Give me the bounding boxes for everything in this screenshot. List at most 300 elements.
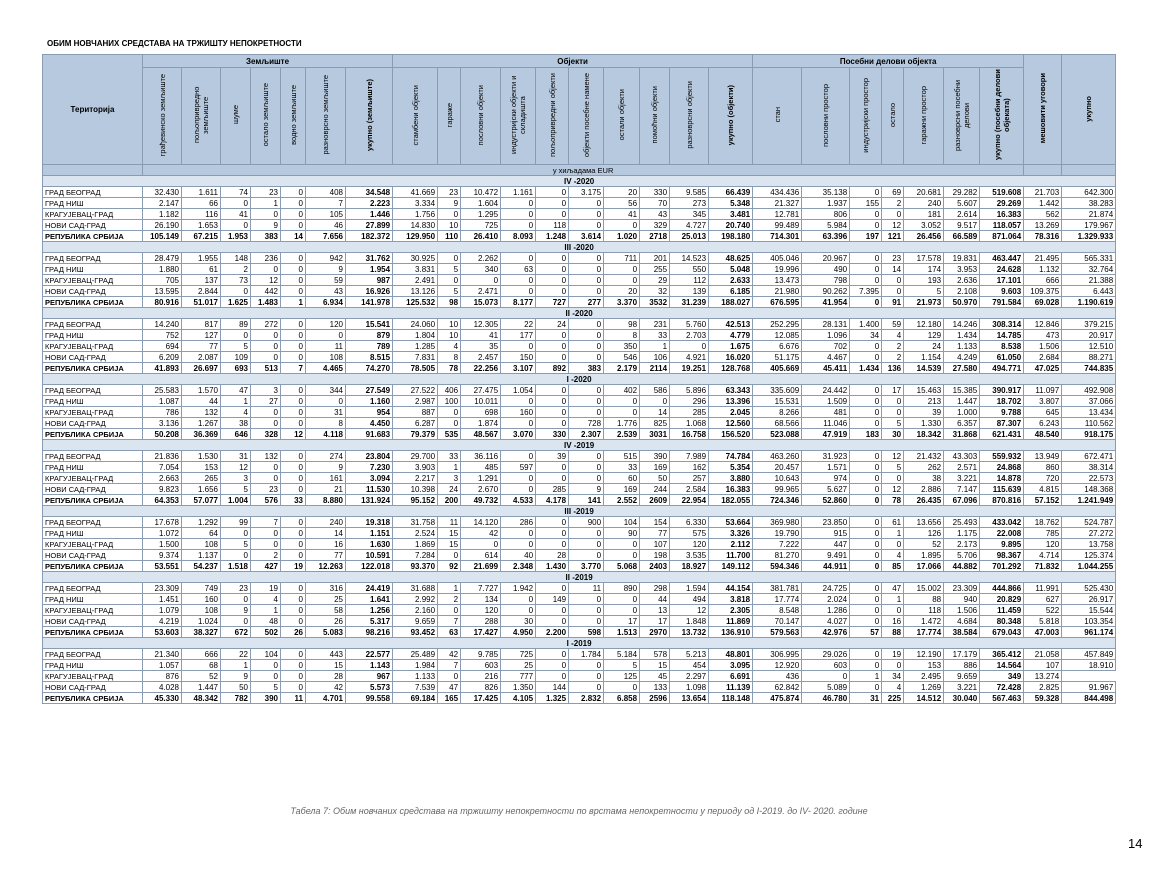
table-cell: 8 (604, 330, 640, 341)
table-cell: 0 (536, 462, 569, 473)
table-cell: 844.498 (1062, 693, 1116, 704)
republic-total-row (43, 297, 1116, 308)
table-cell: 2.552 (604, 495, 640, 506)
table-cell: 0 (850, 528, 882, 539)
table-cell: 0 (569, 451, 604, 462)
table-cell: 132 (251, 451, 281, 462)
table-cell: 19 (251, 583, 281, 594)
table-cell: 4.118 (306, 429, 346, 440)
table-cell: 47 (882, 583, 904, 594)
table-cell: 1.295 (461, 209, 501, 220)
table-cell: 0 (438, 209, 461, 220)
table-cell: 32 (640, 286, 670, 297)
table-cell: 47 (438, 682, 461, 693)
table-cell: 78 (882, 495, 904, 506)
territory-header: Територија (43, 55, 143, 165)
table-cell: 27.899 (346, 220, 393, 231)
table-cell: 559.932 (980, 451, 1024, 462)
period-row (43, 440, 1116, 451)
table-cell: 350 (604, 341, 640, 352)
table-cell: 10 (438, 319, 461, 330)
table-cell: 0 (604, 264, 640, 275)
table-cell: 5.984 (802, 220, 850, 231)
table-cell: 1.571 (802, 462, 850, 473)
table-cell: 0 (281, 583, 306, 594)
table-cell: 0 (251, 341, 281, 352)
table-cell: 0 (569, 473, 604, 484)
table-cell: 7.054 (143, 462, 182, 473)
territory-name: КРАГУЈЕВАЦ-ГРАД (43, 605, 143, 616)
table-cell: 0 (850, 594, 882, 605)
table-cell: 0 (501, 451, 536, 462)
table-cell: 0 (501, 418, 536, 429)
table-cell: 0 (536, 528, 569, 539)
table-row (43, 341, 1116, 352)
table-cell: 463.260 (753, 451, 802, 462)
table-cell: 0 (281, 341, 306, 352)
table-cell: 1.400 (850, 319, 882, 330)
table-cell: 5 (221, 484, 251, 495)
table-cell: 27.549 (346, 385, 393, 396)
table-cell: 1.269 (904, 682, 944, 693)
table-cell: 2.305 (709, 605, 753, 616)
table-cell: 22.008 (980, 528, 1024, 539)
table-cell: 125.374 (1062, 550, 1116, 561)
table-cell: 316 (306, 583, 346, 594)
table-cell: 15 (640, 660, 670, 671)
table-cell: 99.558 (346, 693, 393, 704)
table-cell: 2.200 (536, 627, 569, 638)
table-cell: 5 (221, 539, 251, 550)
table-cell: 0 (536, 473, 569, 484)
table-cell: 4 (251, 594, 281, 605)
table-cell: 2.087 (182, 352, 221, 363)
table-cell: 727 (536, 297, 569, 308)
table-cell: 43.303 (944, 451, 980, 462)
table-cell: 165 (438, 693, 461, 704)
unit-label: у хиљадама EUR (143, 165, 1024, 176)
table-cell: 50.970 (944, 297, 980, 308)
table-cell: 1.143 (346, 660, 393, 671)
table-cell: 2.024 (802, 594, 850, 605)
table-cell: 56 (604, 198, 640, 209)
table-cell: 1.954 (346, 264, 393, 275)
period-row (43, 176, 1116, 187)
territory-name: НОВИ САД-ГРАД (43, 682, 143, 693)
territory-name: НОВИ САД-ГРАД (43, 616, 143, 627)
table-cell: 0 (569, 319, 604, 330)
table-cell: 33 (640, 330, 670, 341)
table-cell: 45.330 (143, 693, 182, 704)
table-cell: 4.028 (143, 682, 182, 693)
table-row (43, 198, 1116, 209)
table-cell: 0 (569, 330, 604, 341)
table-cell: 6.243 (1024, 418, 1062, 429)
table-cell: 63 (501, 264, 536, 275)
table-cell: 0 (569, 209, 604, 220)
table-cell: 9 (438, 198, 461, 209)
table-cell: 99 (221, 517, 251, 528)
table-cell: 128.768 (709, 363, 753, 374)
table-cell: 5 (882, 418, 904, 429)
table-cell: 54.237 (182, 561, 221, 572)
table-cell: 137 (182, 275, 221, 286)
table-cell: 1.329.933 (1062, 231, 1116, 242)
table-cell: 6.934 (306, 297, 346, 308)
table-cell: 15 (306, 660, 346, 671)
territory-name: РЕПУБЛИКА СРБИЈА (43, 495, 143, 506)
table-cell: 0 (882, 396, 904, 407)
table-cell: 21.327 (753, 198, 802, 209)
period-label: IV -2020 (43, 176, 1116, 187)
table-cell: 0 (569, 616, 604, 627)
table-cell: 0 (569, 352, 604, 363)
table-cell: 433.042 (980, 517, 1024, 528)
column-header: индустријски простор (850, 68, 882, 165)
table-cell: 47.919 (802, 429, 850, 440)
table-cell: 38.314 (1062, 462, 1116, 473)
territory-name: ГРАД НИШ (43, 660, 143, 671)
table-cell: 0 (850, 495, 882, 506)
table-cell: 26.456 (904, 231, 944, 242)
table-cell: 2.297 (670, 671, 709, 682)
table-cell: 2.179 (604, 363, 640, 374)
table-cell: 408 (306, 187, 346, 198)
table-cell: 88.271 (1062, 352, 1116, 363)
table-cell: 0 (281, 660, 306, 671)
table-cell: 390 (640, 451, 670, 462)
table-cell: 434.436 (753, 187, 802, 198)
table-cell: 1 (438, 462, 461, 473)
table-cell: 10.011 (461, 396, 501, 407)
table-cell: 182.055 (709, 495, 753, 506)
table-cell: 11.139 (709, 682, 753, 693)
table-cell: 47.003 (1024, 627, 1062, 638)
territory-name: ГРАД БЕОГРАД (43, 253, 143, 264)
table-cell: 0 (850, 550, 882, 561)
table-cell: 11.991 (1024, 583, 1062, 594)
table-cell: 21 (306, 484, 346, 495)
table-cell: 12.263 (306, 561, 346, 572)
table-cell: 19.251 (670, 363, 709, 374)
table-cell: 12 (670, 605, 709, 616)
table-cell: 44.154 (709, 583, 753, 594)
table-cell: 120 (1024, 539, 1062, 550)
table-cell: 17 (882, 385, 904, 396)
table-cell: 31 (850, 693, 882, 704)
table-cell: 481 (802, 407, 850, 418)
table-cell: 125.532 (393, 297, 438, 308)
table-cell: 13.654 (670, 693, 709, 704)
period-row (43, 242, 1116, 253)
table-cell: 1.653 (182, 220, 221, 231)
table-cell: 0 (536, 649, 569, 660)
table-cell: 160 (182, 594, 221, 605)
table-cell: 9.785 (461, 649, 501, 660)
mixed-contracts-header: мешовити уговори (1024, 55, 1062, 165)
territory-name: КРАГУЈЕВАЦ-ГРАД (43, 341, 143, 352)
table-cell: 262 (904, 462, 944, 473)
table-cell: 1.611 (182, 187, 221, 198)
table-cell: 871.064 (980, 231, 1024, 242)
table-cell: 1.190.619 (1062, 297, 1116, 308)
table-cell: 58 (306, 605, 346, 616)
table-cell: 162 (670, 462, 709, 473)
table-cell: 5 (438, 264, 461, 275)
table-cell: 7.284 (393, 550, 438, 561)
table-cell: 546 (604, 352, 640, 363)
table-cell: 0 (281, 473, 306, 484)
table-cell: 0 (850, 561, 882, 572)
table-cell: 0 (569, 660, 604, 671)
table-cell: 0 (536, 187, 569, 198)
table-cell: 38 (221, 418, 251, 429)
table-cell: 37.066 (1062, 396, 1116, 407)
table-cell: 9 (251, 220, 281, 231)
table-cell: 1.256 (346, 605, 393, 616)
column-header: стамбени објекти (393, 68, 438, 165)
table-cell: 0 (882, 286, 904, 297)
table-cell: 118 (536, 220, 569, 231)
table-cell: 0 (251, 352, 281, 363)
table-row (43, 385, 1116, 396)
territory-name: ГРАД БЕОГРАД (43, 517, 143, 528)
table-cell: 69.028 (1024, 297, 1062, 308)
table-cell: 7.230 (346, 462, 393, 473)
table-cell: 29 (640, 275, 670, 286)
table-cell: 31 (221, 451, 251, 462)
table-cell: 99.489 (753, 220, 802, 231)
table-cell: 0 (501, 473, 536, 484)
table-cell: 107 (640, 539, 670, 550)
table-cell: 38 (904, 473, 944, 484)
table-cell: 0 (281, 352, 306, 363)
table-cell: 2.825 (1024, 682, 1062, 693)
table-cell: 5.896 (670, 385, 709, 396)
table-cell: 720 (1024, 473, 1062, 484)
table-cell: 31.762 (346, 253, 393, 264)
table-cell: 52 (904, 539, 944, 550)
table-cell: 567.463 (980, 693, 1024, 704)
table-cell: 4.450 (346, 418, 393, 429)
table-cell: 2 (251, 550, 281, 561)
table-cell: 0 (501, 209, 536, 220)
table-cell: 5.068 (604, 561, 640, 572)
table-cell: 0 (501, 396, 536, 407)
table-cell: 0 (850, 352, 882, 363)
table-cell: 1.942 (501, 583, 536, 594)
table-cell: 1.530 (182, 451, 221, 462)
column-header: разноврсни посебни делови (944, 68, 980, 165)
table-cell: 104 (251, 649, 281, 660)
table-cell: 11 (281, 693, 306, 704)
table-cell: 11.046 (802, 418, 850, 429)
table-cell: 0 (536, 616, 569, 627)
table-cell: 502 (251, 627, 281, 638)
table-cell: 329 (640, 220, 670, 231)
table-cell: 93.370 (393, 561, 438, 572)
table-cell: 64.353 (143, 495, 182, 506)
table-cell: 11 (569, 583, 604, 594)
table-row (43, 418, 1116, 429)
table-cell: 26.190 (143, 220, 182, 231)
table-cell: 14.878 (980, 473, 1024, 484)
table-cell: 225 (882, 693, 904, 704)
table-cell: 0 (536, 396, 569, 407)
table-cell: 9.517 (944, 220, 980, 231)
table-cell: 4.684 (944, 616, 980, 627)
table-cell: 20.829 (980, 594, 1024, 605)
table-cell: 0 (569, 682, 604, 693)
table-cell: 118.057 (980, 220, 1024, 231)
table-cell: 17.179 (944, 649, 980, 660)
table-cell: 1.625 (221, 297, 251, 308)
table-cell: 1.096 (802, 330, 850, 341)
table-cell: 44 (640, 594, 670, 605)
table-row (43, 352, 1116, 363)
table-cell: 41 (221, 209, 251, 220)
table-cell: 2.987 (393, 396, 438, 407)
period-row (43, 374, 1116, 385)
table-cell: 918.175 (1062, 429, 1116, 440)
table-cell: 34.548 (346, 187, 393, 198)
territory-name: РЕПУБЛИКА СРБИЈА (43, 363, 143, 374)
table-cell: 7 (438, 660, 461, 671)
table-cell: 12.920 (753, 660, 802, 671)
table-cell: 0 (850, 649, 882, 660)
table-cell: 0 (850, 660, 882, 671)
table-cell: 0 (536, 605, 569, 616)
table-row (43, 550, 1116, 561)
table-cell: 21.973 (904, 297, 944, 308)
table-cell: 405.669 (753, 363, 802, 374)
table-cell: 27.475 (461, 385, 501, 396)
table-cell: 4 (882, 682, 904, 693)
table-cell: 0 (251, 407, 281, 418)
table-cell: 5 (904, 286, 944, 297)
table-cell: 2.262 (461, 253, 501, 264)
table-cell: 92 (438, 561, 461, 572)
table-cell: 25 (306, 594, 346, 605)
territory-name: КРАГУЈЕВАЦ-ГРАД (43, 539, 143, 550)
table-cell: 2596 (640, 693, 670, 704)
table-cell: 0 (251, 660, 281, 671)
table-cell: 25 (501, 660, 536, 671)
table-cell: 48.342 (182, 693, 221, 704)
table-cell: 19 (882, 649, 904, 660)
table-cell: 701.292 (980, 561, 1024, 572)
table-cell: 0 (501, 286, 536, 297)
table-cell: 12 (882, 484, 904, 495)
table-cell: 9 (569, 484, 604, 495)
table-cell: 188.027 (709, 297, 753, 308)
column-header: остало (882, 68, 904, 165)
table-cell: 0 (281, 209, 306, 220)
table-cell: 20.457 (753, 462, 802, 473)
table-cell: 0 (850, 407, 882, 418)
table-cell: 98.216 (346, 627, 393, 638)
table-cell: 672.471 (1062, 451, 1116, 462)
table-cell: 60 (604, 473, 640, 484)
table-cell: 181 (904, 209, 944, 220)
table-cell: 3.953 (944, 264, 980, 275)
table-cell: 3.818 (709, 594, 753, 605)
table-cell: 14.120 (461, 517, 501, 528)
table-cell: 0 (850, 473, 882, 484)
territory-name: ГРАД НИШ (43, 528, 143, 539)
table-cell: 21.058 (1024, 649, 1062, 660)
table-cell: 6.676 (753, 341, 802, 352)
table-cell: 475.874 (753, 693, 802, 704)
table-cell: 9.895 (980, 539, 1024, 550)
table-cell: 40 (501, 550, 536, 561)
table-cell: 129 (904, 330, 944, 341)
table-cell: 35 (461, 341, 501, 352)
table-cell: 1.447 (944, 396, 980, 407)
table-cell: 0 (569, 198, 604, 209)
table-cell: 427 (251, 561, 281, 572)
table-cell: 252.295 (753, 319, 802, 330)
table-cell: 0 (281, 451, 306, 462)
table-cell: 24.725 (802, 583, 850, 594)
table-cell: 0 (569, 396, 604, 407)
table-cell: 870.816 (980, 495, 1024, 506)
table-cell: 81.270 (753, 550, 802, 561)
table-cell: 285 (536, 484, 569, 495)
table-cell: 28.479 (143, 253, 182, 264)
table-cell: 18.342 (904, 429, 944, 440)
table-cell: 694 (143, 341, 182, 352)
table-cell: 53.551 (143, 561, 182, 572)
table-cell: 436 (753, 671, 802, 682)
table-cell: 2.663 (143, 473, 182, 484)
land-group-header: Земљиште (143, 55, 393, 68)
table-cell: 42 (306, 682, 346, 693)
column-header: укупно (земљиште) (346, 68, 393, 165)
table-cell: 0 (850, 209, 882, 220)
table-cell: 20.967 (802, 253, 850, 264)
table-cell: 24.419 (346, 583, 393, 594)
table-cell: 15.073 (461, 297, 501, 308)
table-cell: 0 (281, 682, 306, 693)
table-cell: 24.868 (980, 462, 1024, 473)
table-cell: 693 (221, 363, 251, 374)
table-cell: 74 (221, 187, 251, 198)
table-cell: 17.774 (753, 594, 802, 605)
table-cell: 0 (501, 605, 536, 616)
table-cell: 825 (640, 418, 670, 429)
column-header: индустријски објекти и складишта (501, 68, 536, 165)
table-cell: 21.836 (143, 451, 182, 462)
table-cell: 14.523 (670, 253, 709, 264)
table-row (43, 319, 1116, 330)
table-cell: 13.758 (1062, 539, 1116, 550)
table-cell: 0 (306, 396, 346, 407)
table-cell: 365.412 (980, 649, 1024, 660)
table-cell: 1.133 (393, 671, 438, 682)
table-cell: 50 (640, 473, 670, 484)
table-cell: 1.442 (1024, 198, 1062, 209)
table-cell: 0 (569, 264, 604, 275)
table-cell: 57 (850, 627, 882, 638)
table-cell: 3.136 (143, 418, 182, 429)
territory-name: РЕПУБЛИКА СРБИЈА (43, 297, 143, 308)
table-cell: 14 (281, 231, 306, 242)
table-cell: 1.955 (182, 253, 221, 264)
table-cell: 5 (221, 341, 251, 352)
table-cell: 29.282 (944, 187, 980, 198)
table-cell: 61 (182, 264, 221, 275)
